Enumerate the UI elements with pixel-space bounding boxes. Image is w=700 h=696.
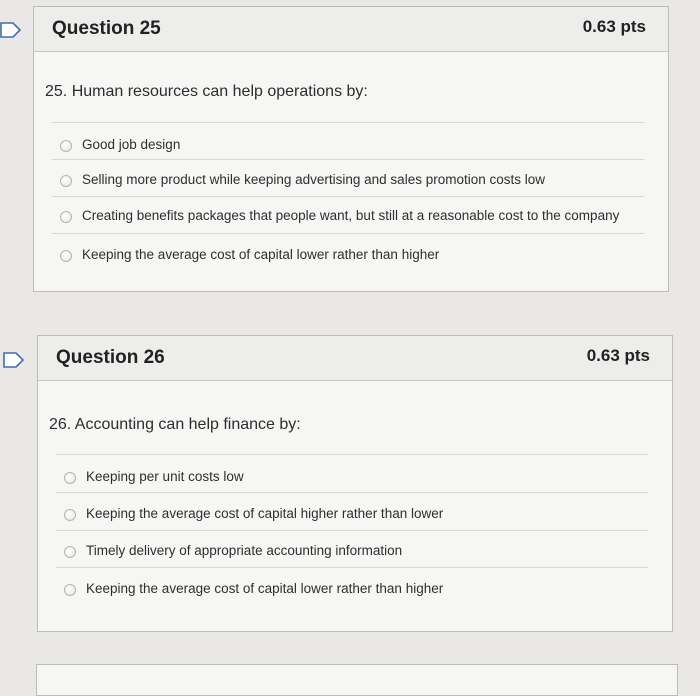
divider <box>56 530 648 531</box>
radio-button[interactable] <box>60 250 72 262</box>
answer-label: Keeping per unit costs low <box>86 469 244 484</box>
divider <box>52 122 644 123</box>
question-title: Question 25 <box>52 18 161 39</box>
question-26-card <box>37 335 673 632</box>
answer-label: Timely delivery of appropriate accounting information <box>86 543 403 558</box>
radio-button[interactable] <box>60 140 72 152</box>
radio-button[interactable] <box>60 211 72 223</box>
question-25-header <box>34 7 668 52</box>
question-points: 0.63 pts <box>586 346 650 365</box>
radio-button[interactable] <box>64 584 76 596</box>
radio-button[interactable] <box>64 546 76 558</box>
question-25-card <box>33 6 669 292</box>
answer-label: Good job design <box>82 137 181 152</box>
radio-button[interactable] <box>60 175 72 187</box>
divider <box>56 492 648 493</box>
question-text: 25. Human resources can help operations by: <box>45 83 368 100</box>
answer-label: Creating benefits packages that people want, but still at a reasonable cost to the company <box>82 208 620 223</box>
question-title: Question 26 <box>56 347 165 368</box>
answer-label: Keeping the average cost of capital lower rather than higher <box>86 581 444 596</box>
answer-label: Keeping the average cost of capital higher rather than lower <box>86 506 444 521</box>
divider <box>56 567 648 568</box>
radio-button[interactable] <box>64 472 76 484</box>
divider <box>52 196 644 197</box>
flag-question-icon[interactable] <box>0 21 22 39</box>
answer-label: Keeping the average cost of capital lower rather than higher <box>82 247 440 262</box>
divider <box>52 159 644 160</box>
question-text: 26. Accounting can help finance by: <box>49 416 301 433</box>
radio-button[interactable] <box>64 509 76 521</box>
answer-label: Selling more product while keeping advertising and sales promotion costs low <box>82 172 545 187</box>
flag-question-icon[interactable] <box>3 351 25 369</box>
divider <box>56 454 648 455</box>
question-points: 0.63 pts <box>582 17 646 36</box>
divider <box>52 233 644 234</box>
next-question-card <box>36 664 678 696</box>
question-26-header <box>38 336 672 381</box>
